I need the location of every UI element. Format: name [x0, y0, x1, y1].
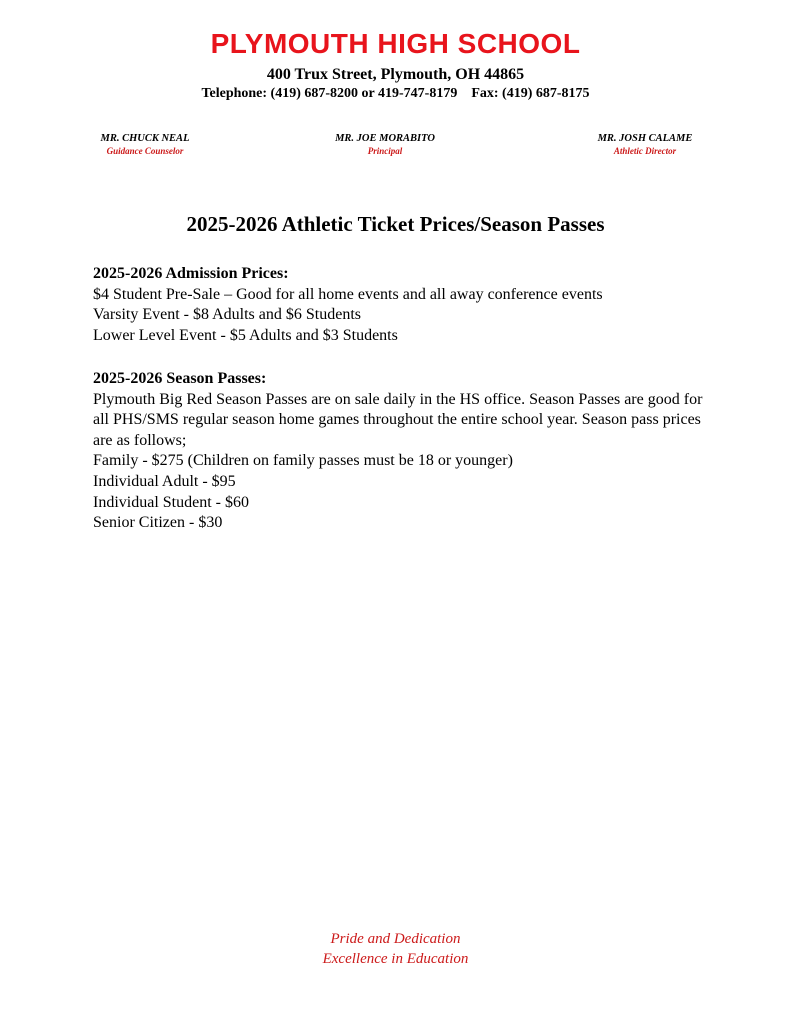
staff-principal — [310, 132, 460, 157]
staff-name: MR. CHUCK NEAL — [100, 133, 190, 144]
staff-role: Principal — [367, 146, 403, 156]
admission-heading: 2025-2026 Admission Prices: — [93, 265, 289, 282]
passes-line: Family - $275 (Children on family passes must be 18 or younger) — [93, 452, 513, 470]
staff-role: Athletic Director — [613, 146, 677, 156]
fax-number: Fax: (419) 687-8175 — [471, 86, 590, 101]
staff-guidance-counselor — [80, 132, 210, 157]
staff-athletic-director — [570, 132, 720, 157]
school-name: PLYMOUTH HIGH SCHOOL — [210, 28, 581, 59]
admission-prices-section — [93, 264, 713, 346]
passes-line: Individual Student - $60 — [93, 493, 249, 511]
footer-motto — [0, 929, 791, 969]
passes-line: Individual Adult - $95 — [93, 472, 236, 490]
motto-line: Pride and Dedication — [330, 931, 461, 947]
telephone-numbers: Telephone: (419) 687-8200 or 419-747-8179 — [201, 86, 458, 101]
document-title: 2025-2026 Athletic Ticket Prices/Season Passes — [186, 212, 605, 236]
staff-name: MR. JOE MORABITO — [335, 133, 435, 144]
season-passes-section — [93, 369, 713, 534]
motto-line: Excellence in Education — [322, 951, 469, 967]
admission-line: Lower Level Event - $5 Adults and $3 Students — [93, 326, 398, 344]
staff-name: MR. JOSH CALAME — [597, 133, 693, 144]
admission-line: Varsity Event - $8 Adults and $6 Students — [93, 306, 361, 324]
staff-role: Guidance Counselor — [106, 146, 184, 156]
passes-intro: Plymouth Big Red Season Passes are on sale daily in the HS office. Season Passes are good for all PHS/SMS regular season home games throughout the entire school year. Season pass prices are as follows; — [93, 390, 703, 449]
passes-heading: 2025-2026 Season Passes: — [93, 370, 267, 387]
admission-line: $4 Student Pre-Sale – Good for all home events and all away conference events — [93, 285, 603, 303]
contact-line — [0, 85, 791, 103]
school-address: 400 Trux Street, Plymouth, OH 44865 — [266, 66, 525, 83]
passes-line: Senior Citizen - $30 — [93, 514, 223, 532]
